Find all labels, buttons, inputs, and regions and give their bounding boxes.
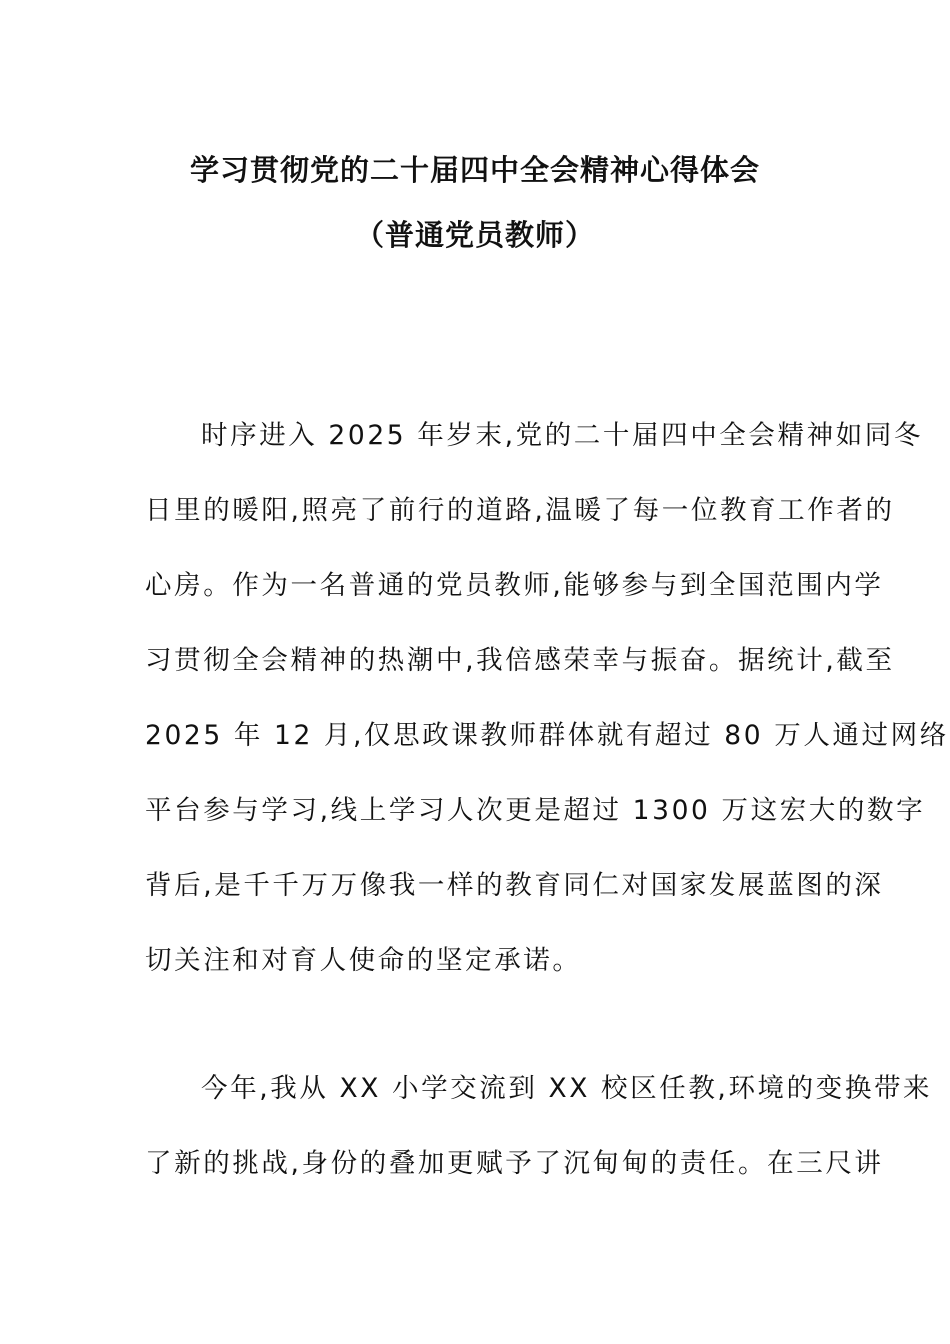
document-subtitle: （普通党员教师） (354, 218, 595, 252)
paragraph-spacer (145, 998, 807, 1051)
paragraph-line: 了新的挑战,身份的叠加更赋予了沉甸甸的责任。在三尺讲 (145, 1148, 884, 1179)
paragraph-line: 日里的暖阳,照亮了前行的道路,温暖了每一位教育工作者的 (145, 495, 895, 526)
paragraph-line: 心房。作为一名普通的党员教师,能够参与到全国范围内学 (145, 570, 884, 601)
paragraph-line: 背后,是千千万万像我一样的教育同仁对国家发展蓝图的深 (145, 870, 884, 901)
document-body (145, 398, 949, 1201)
paragraph-line: 今年,我从 XX 小学交流到 XX 校区任教,环境的变换带来 (201, 1073, 933, 1104)
paragraph-2 (145, 1051, 933, 1201)
paragraph-line: 时序进入 2025 年岁末,党的二十届四中全会精神如同冬 (201, 420, 924, 451)
paragraph-line: 切关注和对育人使命的坚定承诺。 (145, 945, 582, 976)
paragraph-line: 2025 年 12 月,仅思政课教师群体就有超过 80 万人通过网络 (145, 720, 949, 751)
paragraph-1 (145, 398, 949, 998)
paragraph-line: 平台参与学习,线上学习人次更是超过 1300 万这宏大的数字 (145, 795, 926, 826)
document-title: 学习贯彻党的二十届四中全会精神心得体会 (189, 153, 760, 187)
paragraph-line: 习贯彻全会精神的热潮中,我倍感荣幸与振奋。据统计,截至 (145, 645, 895, 676)
